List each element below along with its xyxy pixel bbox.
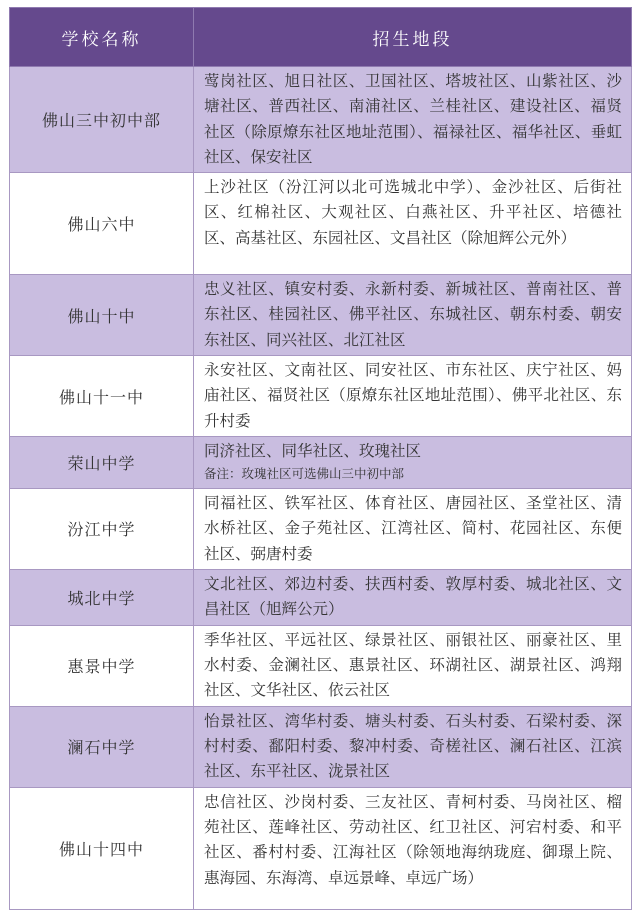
enrollment-area: 怡景社区、湾华村委、塘头村委、石头村委、石梁村委、深村村委、鄱阳村委、黎冲村委、奇槎社区、澜石社区、江滨社区、东平社区、泷景社区 (194, 706, 632, 787)
school-name: 惠景中学 (10, 625, 194, 706)
table-row (10, 173, 632, 275)
enrollment-area: 同福社区、铁军社区、体育社区、唐园社区、圣堂社区、清水桥社区、金子苑社区、江湾社区、简村、花园社区、东便社区、弼唐村委 (194, 488, 632, 569)
header-school-name: 学校名称 (10, 8, 194, 67)
school-name: 佛山十中 (10, 275, 194, 356)
table-row (10, 356, 632, 437)
enrollment-area: 季华社区、平远社区、绿景社区、丽银社区、丽豪社区、里水村委、金澜社区、惠景社区、环湖社区、湖景社区、鸿翔社区、文华社区、依云社区 (194, 625, 632, 706)
table-row (10, 488, 632, 569)
enrollment-area-cell (194, 436, 632, 488)
enrollment-area: 莺岗社区、旭日社区、卫国社区、塔坡社区、山紫社区、沙塘社区、普西社区、南浦社区、兰桂社区、建设社区、福贤社区（除原燎东社区地址范围）、福禄社区、福华社区、垂虹社区、保安社区 (194, 67, 632, 173)
school-name: 荣山中学 (10, 436, 194, 488)
enrollment-area: 永安社区、文南社区、同安社区、市东社区、庆宁社区、妈庙社区、福贤社区（原燎东社区地址范围）、佛平北社区、东升村委 (194, 356, 632, 437)
enrollment-area: 忠信社区、沙岗村委、三友社区、青柯村委、马岗社区、榴苑社区、莲峰社区、劳动社区、红卫社区、河宕村委、和平社区、番村村委、江海社区（除领地海纳珑庭、御璟上院、惠海园、东海湾、卓远景峰、卓远广场） (194, 787, 632, 909)
enrollment-zone-table (9, 7, 632, 910)
table-row (10, 436, 632, 488)
remark-note: 备注：玫瑰社区可选佛山三中初中部 (204, 466, 405, 482)
school-name: 城北中学 (10, 569, 194, 625)
enrollment-area: 文北社区、郊边村委、扶西村委、敦厚村委、城北社区、文昌社区（旭辉公元） (194, 569, 632, 625)
enrollment-area: 上沙社区（汾江河以北可选城北中学）、金沙社区、后街社区、红棉社区、大观社区、白燕社区、升平社区、培德社区、高基社区、东园社区、文昌社区（除旭辉公元外） (194, 173, 632, 275)
school-name: 汾江中学 (10, 488, 194, 569)
school-name: 佛山十四中 (10, 787, 194, 909)
table-row (10, 625, 632, 706)
table-header-row (10, 8, 632, 67)
school-name: 佛山十一中 (10, 356, 194, 437)
school-name: 佛山六中 (10, 173, 194, 275)
table-row (10, 569, 632, 625)
enrollment-area: 同济社区、同华社区、玫瑰社区 (204, 441, 422, 460)
header-enrollment-area: 招生地段 (194, 8, 632, 67)
school-name: 佛山三中初中部 (10, 67, 194, 173)
school-name: 澜石中学 (10, 706, 194, 787)
table-row (10, 787, 632, 909)
table-row (10, 706, 632, 787)
enrollment-area: 忠义社区、镇安村委、永新村委、新城社区、普南社区、普东社区、桂园社区、佛平社区、东城社区、朝东村委、朝安东社区、同兴社区、北江社区 (194, 275, 632, 356)
table-row (10, 275, 632, 356)
table-row (10, 67, 632, 173)
